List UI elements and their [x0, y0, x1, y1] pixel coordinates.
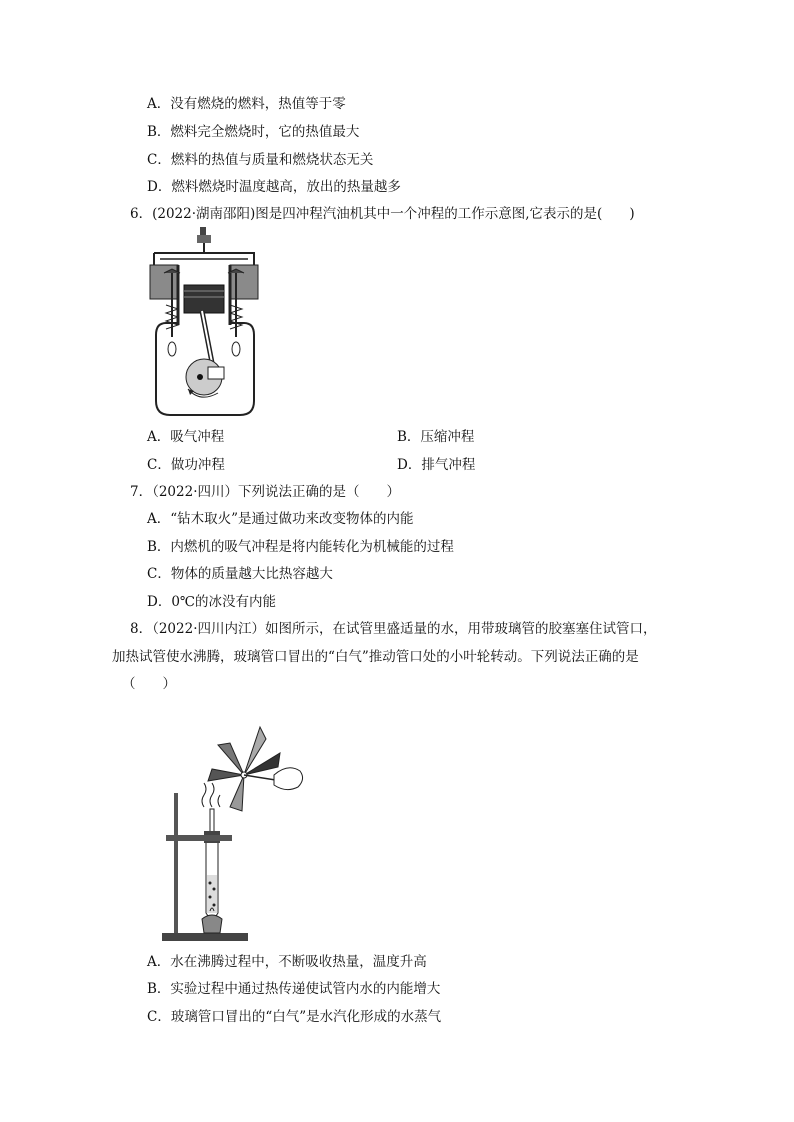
q6-option-d: D．排气冲程	[397, 457, 476, 473]
q5-option-c: C．燃料的热值与质量和燃烧状态无关	[147, 152, 374, 168]
boiling-tube-pinwheel-diagram	[148, 715, 308, 945]
q8-stem-line3: （ ）	[122, 676, 176, 692]
q8-option-a: A．水在沸腾过程中，不断吸收热量，温度升高	[147, 954, 427, 970]
q5-option-a: A．没有燃烧的燃料，热值等于零	[147, 96, 346, 112]
engine-diagram	[148, 225, 263, 420]
q8-option-b: B．实验过程中通过热传递使试管内水的内能增大	[147, 981, 441, 997]
q5-option-d: D．燃料燃烧时温度越高，放出的热量越多	[147, 179, 401, 195]
q7-option-b: B．内燃机的吸气冲程是将内能转化为机械能的过程	[147, 539, 454, 555]
q6-option-a: A．吸气冲程	[147, 429, 225, 445]
q6-option-c: C．做功冲程	[147, 457, 225, 473]
q6-option-b: B．压缩冲程	[397, 429, 475, 445]
q7-stem: 7．（2022·四川）下列说法正确的是（ ）	[130, 484, 400, 500]
q7-option-d: D．0℃的冰没有内能	[147, 594, 277, 610]
q7-option-c: C．物体的质量越大比热容越大	[147, 566, 333, 582]
q7-option-a: A．“钻木取火”是通过做功来改变物体的内能	[147, 511, 414, 527]
q8-stem-line2: 加热试管使水沸腾，玻璃管口冒出的“白气”推动管口处的小叶轮转动。下列说法正确的是	[112, 649, 639, 665]
q8-option-c: C．玻璃管口冒出的“白气”是水汽化形成的水蒸气	[147, 1009, 442, 1025]
q5-option-b: B．燃料完全燃烧时，它的热值最大	[147, 124, 360, 140]
q6-stem: 6．(2022·湖南邵阳)图是四冲程汽油机其中一个冲程的工作示意图,它表示的是( )	[130, 206, 635, 222]
q8-stem-line1: 8．（2022·四川内江）如图所示，在试管里盛适量的水，用带玻璃管的胶塞塞住试管口，	[130, 621, 657, 637]
